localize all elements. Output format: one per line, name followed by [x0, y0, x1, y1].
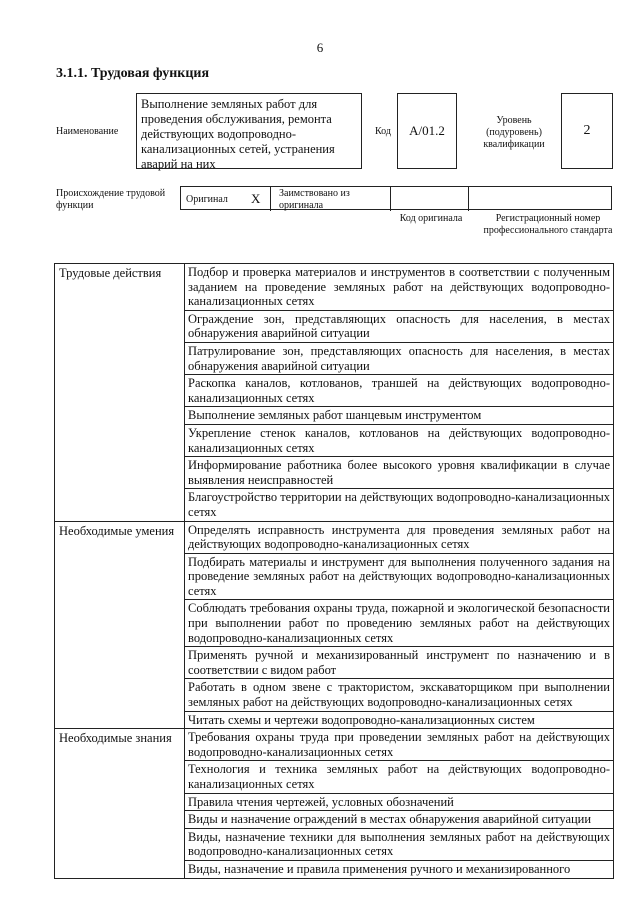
table-row: [55, 521, 614, 553]
section-item: Ограждение зон, представляющих опасность для населения, в местах обнаружения аварийной ситуации: [185, 310, 614, 342]
section-item: Требования охраны труда при проведении земляных работ на действующих водопроводно-канализационных сетях: [185, 729, 614, 761]
section-title-cell: Необходимые умения: [55, 521, 185, 729]
code-label: Код: [375, 126, 391, 137]
original-label: Оригинал: [186, 194, 228, 205]
reg-number-cell: [469, 187, 611, 211]
section-item: Раскопка каналов, котлованов, траншей на действующих водопроводно-канализационных сетях: [185, 375, 614, 407]
section-item: Патрулирование зон, представляющих опасность для населения, в местах обнаружения аварийной ситуации: [185, 342, 614, 374]
borrowed-cell: [271, 187, 391, 211]
table-row: [55, 729, 614, 761]
section-item: Укрепление стенок каналов, котлованов на действующих водопроводно-канализационных сетях: [185, 424, 614, 456]
name-label: Наименование: [56, 126, 119, 137]
section-item: Виды, назначение техники для выполнения земляных работ на действующих водопроводно-канализационных сетях: [185, 828, 614, 860]
section-item: Соблюдать требования охраны труда, пожарной и экологической безопасности при выполнении работ по проведению земляных работ на действующих водопроводно-канализационных сетях: [185, 600, 614, 647]
origin-label: Происхождение трудовой функции: [56, 188, 166, 211]
section-item: Применять ручной и механизированный инструмент по назначению и в соответствии с видом работ: [185, 647, 614, 679]
section-title-cell: Необходимые знания: [55, 729, 185, 878]
origin-table: [180, 186, 612, 210]
code-caption: Код оригинала: [399, 213, 463, 224]
original-cell: [181, 187, 271, 211]
section-title-cell: Трудовые действия: [55, 264, 185, 522]
table-row: [55, 264, 614, 311]
page-number: 6: [316, 40, 324, 55]
reg-caption: Регистрационный номер профессионального стандарта: [483, 213, 613, 236]
section-item: Читать схемы и чертежи водопроводно-канализационных систем: [185, 711, 614, 729]
function-details-table: [54, 263, 614, 879]
section-item: Работать в одном звене с трактористом, экскаваторщиком при выполнении земляных работ на действующих водопроводно-канализационных сетях: [185, 679, 614, 711]
section-item: Выполнение земляных работ шанцевым инструментом: [185, 407, 614, 425]
function-name-box: Выполнение земляных работ для проведения обслуживания, ремонта действующих водопроводно-канализационных сетей, устранения аварий на них: [136, 93, 362, 169]
original-mark: X: [251, 191, 261, 206]
section-item: Подбирать материалы и инструмент для выполнения полученного задания на проведение земляных работ на действующих водопроводно-канализационных сетях: [185, 553, 614, 600]
function-code-box: А/01.2: [397, 93, 457, 169]
section-item: Технология и техника земляных работ на действующих водопроводно-канализационных сетях: [185, 761, 614, 793]
qualification-level-box: 2: [561, 93, 613, 169]
level-label: Уровень (подуровень) квалификации: [483, 115, 545, 150]
section-title: 3.1.1. Трудовая функция: [56, 66, 210, 81]
section-item: Правила чтения чертежей, условных обозначений: [185, 793, 614, 811]
section-item: Определять исправность инструмента для проведения земляных работ на действующих водопроводно-канализационных сетях: [185, 521, 614, 553]
section-item: Благоустройство территории на действующих водопроводно-канализационных сетях: [185, 489, 614, 521]
section-item: Виды, назначение и правила применения ручного и механизированного: [185, 860, 614, 878]
section-item: Подбор и проверка материалов и инструментов в соответствии с полученным заданием на проведение земляных работ на действующих водопроводно-канализационных сетях: [185, 264, 614, 311]
borrowed-label: Заимствовано из оригинала: [279, 188, 350, 211]
section-item: Виды и назначение ограждений в местах обнаружения аварийной ситуации: [185, 811, 614, 829]
original-code-cell: [391, 187, 469, 211]
section-item: Информирование работника более высокого уровня квалификации в случае выявления неисправностей: [185, 457, 614, 489]
